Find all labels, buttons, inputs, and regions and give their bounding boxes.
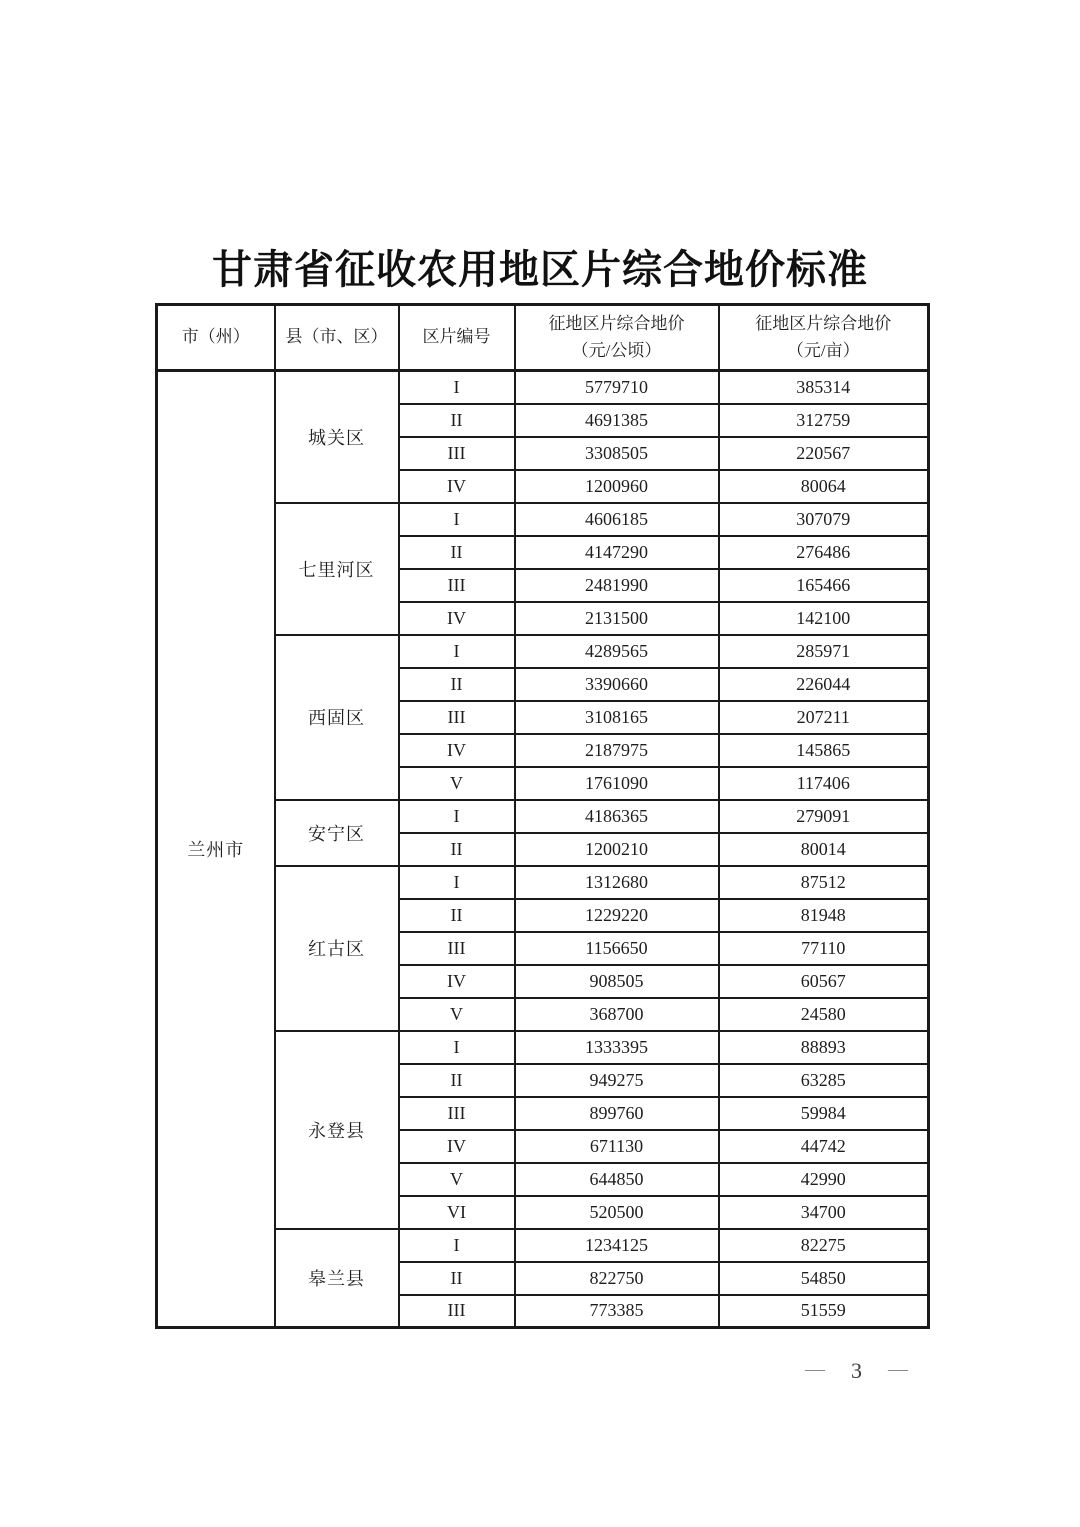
price-hectare-cell: 908505 <box>515 965 719 998</box>
page-footer <box>805 1358 908 1384</box>
price-mu-cell: 88893 <box>719 1031 929 1064</box>
price-hectare-cell: 2187975 <box>515 734 719 767</box>
price-hectare-cell: 2481990 <box>515 569 719 602</box>
price-hectare-cell: 773385 <box>515 1295 719 1328</box>
zone-cell: I <box>399 371 515 404</box>
price-hectare-cell: 1156650 <box>515 932 719 965</box>
zone-cell: I <box>399 800 515 833</box>
zone-cell: VI <box>399 1196 515 1229</box>
zone-cell: II <box>399 1064 515 1097</box>
price-mu-cell: 285971 <box>719 635 929 668</box>
price-hectare-cell: 671130 <box>515 1130 719 1163</box>
price-mu-cell: 63285 <box>719 1064 929 1097</box>
zone-cell: I <box>399 635 515 668</box>
county-cell: 七里河区 <box>275 503 399 635</box>
price-hectare-cell: 1761090 <box>515 767 719 800</box>
header-price-hectare-line1: 征地区片综合地价 <box>548 314 685 334</box>
price-hectare-cell: 4691385 <box>515 404 719 437</box>
price-mu-cell: 44742 <box>719 1130 929 1163</box>
zone-cell: IV <box>399 734 515 767</box>
price-hectare-cell: 1333395 <box>515 1031 719 1064</box>
zone-cell: III <box>399 1295 515 1328</box>
zone-cell: II <box>399 536 515 569</box>
zone-cell: V <box>399 767 515 800</box>
price-hectare-cell: 520500 <box>515 1196 719 1229</box>
zone-cell: IV <box>399 470 515 503</box>
county-cell: 西固区 <box>275 635 399 800</box>
zone-cell: II <box>399 1262 515 1295</box>
price-hectare-cell: 3308505 <box>515 437 719 470</box>
page-title: 甘肃省征收农用地区片综合地价标准 <box>212 247 868 292</box>
price-mu-cell: 226044 <box>719 668 929 701</box>
price-mu-cell: 42990 <box>719 1163 929 1196</box>
land-price-table <box>155 303 930 1329</box>
price-mu-cell: 165466 <box>719 569 929 602</box>
price-hectare-cell: 899760 <box>515 1097 719 1130</box>
header-city: 市（州） <box>157 305 275 371</box>
price-mu-cell: 307079 <box>719 503 929 536</box>
zone-cell: III <box>399 437 515 470</box>
header-zone: 区片编号 <box>399 305 515 371</box>
price-mu-cell: 80064 <box>719 470 929 503</box>
price-hectare-cell: 4606185 <box>515 503 719 536</box>
header-price-hectare-line2: （元/公顷） <box>571 340 662 360</box>
price-mu-cell: 34700 <box>719 1196 929 1229</box>
price-mu-cell: 60567 <box>719 965 929 998</box>
footer-dash-right: — <box>888 1357 908 1380</box>
price-mu-cell: 142100 <box>719 602 929 635</box>
zone-cell: I <box>399 1229 515 1262</box>
price-hectare-cell: 1229220 <box>515 899 719 932</box>
county-cell: 安宁区 <box>275 800 399 866</box>
price-hectare-cell: 4147290 <box>515 536 719 569</box>
price-hectare-cell: 949275 <box>515 1064 719 1097</box>
price-hectare-cell: 2131500 <box>515 602 719 635</box>
page-number: 3 <box>851 1358 862 1383</box>
footer-dash-left: — <box>805 1357 825 1380</box>
price-hectare-cell: 644850 <box>515 1163 719 1196</box>
price-mu-cell: 87512 <box>719 866 929 899</box>
county-cell: 永登县 <box>275 1031 399 1229</box>
price-mu-cell: 81948 <box>719 899 929 932</box>
price-hectare-cell: 5779710 <box>515 371 719 404</box>
price-mu-cell: 80014 <box>719 833 929 866</box>
price-hectare-cell: 822750 <box>515 1262 719 1295</box>
price-mu-cell: 51559 <box>719 1295 929 1328</box>
zone-cell: III <box>399 932 515 965</box>
zone-cell: V <box>399 1163 515 1196</box>
price-hectare-cell: 3390660 <box>515 668 719 701</box>
price-mu-cell: 276486 <box>719 536 929 569</box>
header-county: 县（市、区） <box>275 305 399 371</box>
county-cell: 红古区 <box>275 866 399 1031</box>
zone-cell: IV <box>399 965 515 998</box>
price-mu-cell: 117406 <box>719 767 929 800</box>
price-mu-cell: 24580 <box>719 998 929 1031</box>
zone-cell: I <box>399 503 515 536</box>
price-hectare-cell: 4289565 <box>515 635 719 668</box>
price-mu-cell: 220567 <box>719 437 929 470</box>
zone-cell: II <box>399 833 515 866</box>
zone-cell: IV <box>399 602 515 635</box>
price-hectare-cell: 4186365 <box>515 800 719 833</box>
city-cell: 兰州市 <box>157 371 275 1328</box>
price-mu-cell: 279091 <box>719 800 929 833</box>
price-hectare-cell: 1200210 <box>515 833 719 866</box>
price-mu-cell: 77110 <box>719 932 929 965</box>
zone-cell: II <box>399 404 515 437</box>
price-mu-cell: 54850 <box>719 1262 929 1295</box>
zone-cell: III <box>399 701 515 734</box>
price-hectare-cell: 3108165 <box>515 701 719 734</box>
zone-cell: III <box>399 1097 515 1130</box>
header-price-mu <box>719 305 929 371</box>
price-mu-cell: 145865 <box>719 734 929 767</box>
price-hectare-cell: 1234125 <box>515 1229 719 1262</box>
price-mu-cell: 207211 <box>719 701 929 734</box>
table-row <box>157 371 929 404</box>
header-price-mu-line1: 征地区片综合地价 <box>755 314 892 334</box>
price-hectare-cell: 1200960 <box>515 470 719 503</box>
zone-cell: I <box>399 1031 515 1064</box>
zone-cell: II <box>399 668 515 701</box>
price-hectare-cell: 1312680 <box>515 866 719 899</box>
price-mu-cell: 59984 <box>719 1097 929 1130</box>
county-cell: 城关区 <box>275 371 399 503</box>
zone-cell: II <box>399 899 515 932</box>
price-mu-cell: 385314 <box>719 371 929 404</box>
price-mu-cell: 82275 <box>719 1229 929 1262</box>
table-header-row <box>157 305 929 371</box>
table-body <box>157 371 929 1328</box>
county-cell: 皋兰县 <box>275 1229 399 1328</box>
price-mu-cell: 312759 <box>719 404 929 437</box>
price-hectare-cell: 368700 <box>515 998 719 1031</box>
header-price-hectare <box>515 305 719 371</box>
zone-cell: III <box>399 569 515 602</box>
zone-cell: I <box>399 866 515 899</box>
zone-cell: IV <box>399 1130 515 1163</box>
header-price-mu-line2: （元/亩） <box>786 340 860 360</box>
zone-cell: V <box>399 998 515 1031</box>
